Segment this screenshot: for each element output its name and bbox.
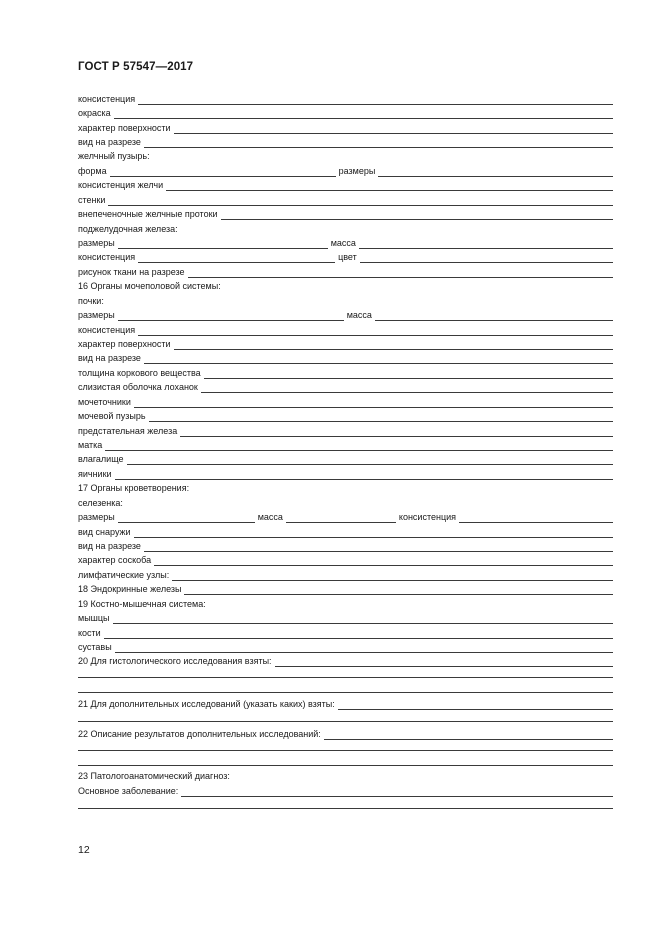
fill-line[interactable] xyxy=(108,197,613,206)
form-row-bladder xyxy=(78,409,613,422)
field-label: предстательная железа xyxy=(78,426,178,436)
field-label: матка xyxy=(78,440,103,450)
section-23-heading xyxy=(78,769,613,782)
field-label: мочеточники xyxy=(78,397,131,407)
form-row-outside-view xyxy=(78,525,613,538)
form-row-walls xyxy=(78,193,613,206)
form-row-surface xyxy=(78,337,613,350)
field-label: консистенция xyxy=(398,512,456,522)
fill-line[interactable] xyxy=(113,615,614,624)
form-row-prostate xyxy=(78,424,613,437)
page-number: 12 xyxy=(78,844,90,856)
section-label: поджелудочная железа: xyxy=(78,224,178,234)
field-label: размеры xyxy=(78,238,115,248)
form-row-consistency-color xyxy=(78,250,613,263)
form-row-pancreas xyxy=(78,222,613,235)
form-row-gallbladder xyxy=(78,149,613,162)
field-label: яичники xyxy=(78,469,112,479)
form-row-consistency xyxy=(78,323,613,336)
field-label: суставы xyxy=(78,642,112,652)
field-label: Основное заболевание: xyxy=(78,786,179,796)
field-label: толщина коркового вещества xyxy=(78,368,201,378)
fill-line[interactable] xyxy=(338,701,613,710)
field-label: рисунок ткани на разрезе xyxy=(78,267,185,277)
field-label: форма xyxy=(78,166,107,176)
fill-line[interactable] xyxy=(118,514,255,523)
form-row-muscles xyxy=(78,611,613,624)
form-row-bile-ducts xyxy=(78,207,613,220)
field-label: мочевой пузырь xyxy=(78,411,146,421)
blank-line[interactable] xyxy=(78,692,613,693)
form-row-cortex xyxy=(78,366,613,379)
fill-line[interactable] xyxy=(104,630,613,639)
field-label: мышцы xyxy=(78,613,110,623)
section-heading: 18 Эндокринные железы xyxy=(78,584,182,594)
field-label: размеры xyxy=(78,310,115,320)
blank-line[interactable] xyxy=(78,677,613,678)
field-label: слизистая оболочка лоханок xyxy=(78,382,198,392)
fill-line[interactable] xyxy=(166,182,613,191)
form-row-size-mass xyxy=(78,308,613,321)
field-label: характер соскоба xyxy=(78,555,152,565)
fill-line[interactable] xyxy=(359,240,613,249)
form-row-vagina xyxy=(78,452,613,465)
fill-line[interactable] xyxy=(144,543,613,552)
fill-line[interactable] xyxy=(204,370,613,379)
field-label: лимфатические узлы: xyxy=(78,570,170,580)
form-row-bones xyxy=(78,626,613,639)
section-heading: 22 Описание результатов дополнительных исследований: xyxy=(78,729,321,739)
fill-line[interactable] xyxy=(275,658,613,667)
blank-line[interactable] xyxy=(78,808,613,809)
form-row-scraping xyxy=(78,553,613,566)
form-row-ureters xyxy=(78,395,613,408)
fill-line[interactable] xyxy=(378,168,613,177)
fill-line[interactable] xyxy=(138,327,613,336)
section-20-row xyxy=(78,654,613,667)
form-row-bile xyxy=(78,178,613,191)
field-label: масса xyxy=(330,238,356,248)
fill-line[interactable] xyxy=(105,442,613,451)
form-row-section-view xyxy=(78,135,613,148)
section-16-heading xyxy=(78,279,613,292)
section-21-row xyxy=(78,697,613,710)
fill-line[interactable] xyxy=(134,529,613,538)
fill-line[interactable] xyxy=(375,312,613,321)
blank-line[interactable] xyxy=(78,750,613,751)
fill-line[interactable] xyxy=(174,341,613,350)
field-label: кости xyxy=(78,628,101,638)
form-row-spleen xyxy=(78,496,613,509)
fill-line[interactable] xyxy=(115,644,613,653)
section-heading: 21 Для дополнительных исследований (указать каких) взяты: xyxy=(78,699,335,709)
form-row-consistency xyxy=(78,92,613,105)
form-row-shape-size xyxy=(78,164,613,177)
fill-line[interactable] xyxy=(138,254,335,263)
field-label: размеры xyxy=(338,166,376,176)
field-label: консистенция xyxy=(78,94,136,104)
field-label: характер поверхности xyxy=(78,339,171,349)
fill-line[interactable] xyxy=(149,413,613,422)
fill-line[interactable] xyxy=(459,514,613,523)
field-label: влагалище xyxy=(78,454,124,464)
section-heading: 19 Костно-мышечная система: xyxy=(78,599,206,609)
fill-line[interactable] xyxy=(181,788,613,797)
fill-line[interactable] xyxy=(201,384,613,393)
section-18-row xyxy=(78,582,613,595)
form-row-pelvis-mucosa xyxy=(78,380,613,393)
field-label: масса xyxy=(257,512,283,522)
fill-line[interactable] xyxy=(118,240,328,249)
form-row-tissue-pattern xyxy=(78,265,613,278)
blank-line[interactable] xyxy=(78,765,613,766)
section-label: селезенка: xyxy=(78,498,123,508)
form-row-size-mass xyxy=(78,236,613,249)
fill-line[interactable] xyxy=(134,399,613,408)
fill-line[interactable] xyxy=(118,312,344,321)
fill-line[interactable] xyxy=(114,110,613,119)
form-row-uterus xyxy=(78,438,613,451)
field-label: вид на разрезе xyxy=(78,353,141,363)
fill-line[interactable] xyxy=(286,514,396,523)
form-row-color xyxy=(78,106,613,119)
section-heading: 20 Для гистологического исследования взяты: xyxy=(78,656,272,666)
fill-line[interactable] xyxy=(172,572,613,581)
fill-line[interactable] xyxy=(174,125,613,134)
blank-line[interactable] xyxy=(78,721,613,722)
section-heading: 17 Органы кроветворения: xyxy=(78,483,190,493)
form-row-section-view xyxy=(78,351,613,364)
fill-line[interactable] xyxy=(324,731,613,740)
field-label: консистенция желчи xyxy=(78,180,164,190)
fill-line[interactable] xyxy=(154,557,613,566)
section-19-heading xyxy=(78,597,613,610)
fill-line[interactable] xyxy=(110,168,336,177)
fill-line[interactable] xyxy=(180,428,613,437)
field-label: внепеченочные желчные протоки xyxy=(78,209,218,219)
fill-line[interactable] xyxy=(138,96,613,105)
section-17-heading xyxy=(78,481,613,494)
field-label: консистенция xyxy=(78,252,136,262)
section-heading: 16 Органы мочеполовой системы: xyxy=(78,281,221,291)
form-row-lymph-nodes xyxy=(78,568,613,581)
form-row-joints xyxy=(78,640,613,653)
form-row-ovaries xyxy=(78,467,613,480)
fill-line[interactable] xyxy=(144,355,613,364)
field-label: вид снаружи xyxy=(78,527,131,537)
fill-line[interactable] xyxy=(188,269,613,278)
form-row-surface xyxy=(78,121,613,134)
field-label: консистенция xyxy=(78,325,136,335)
field-label: размеры xyxy=(78,512,115,522)
fill-line[interactable] xyxy=(221,211,613,220)
form-row-main-disease xyxy=(78,784,613,797)
section-heading: 23 Патологоанатомический диагноз: xyxy=(78,771,230,781)
field-label: вид на разрезе xyxy=(78,137,141,147)
fill-line[interactable] xyxy=(360,254,613,263)
fill-line[interactable] xyxy=(127,456,613,465)
form-row-kidneys xyxy=(78,294,613,307)
document-header: ГОСТ Р 57547—2017 xyxy=(78,61,194,73)
section-22-row xyxy=(78,727,613,740)
field-label: характер поверхности xyxy=(78,123,171,133)
field-label: цвет xyxy=(338,252,357,262)
field-label: вид на разрезе xyxy=(78,541,141,551)
fill-line[interactable] xyxy=(115,471,613,480)
field-label: стенки xyxy=(78,195,106,205)
field-label: окраска xyxy=(78,108,111,118)
form-row-size-mass-consistency xyxy=(78,510,613,523)
fill-line[interactable] xyxy=(144,139,613,148)
section-label: желчный пузырь: xyxy=(78,151,150,161)
field-label: масса xyxy=(346,310,372,320)
section-label: почки: xyxy=(78,296,104,306)
fill-line[interactable] xyxy=(184,586,613,595)
form-row-section-view xyxy=(78,539,613,552)
